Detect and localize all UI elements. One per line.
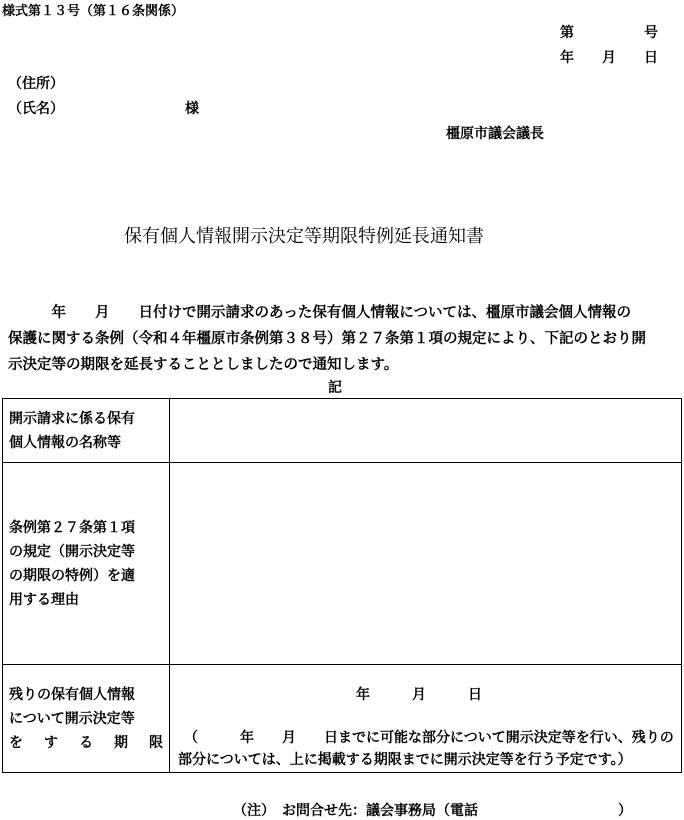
label-line: 用する理由 [9,591,79,608]
period-date-line: 年 月 日 [356,687,482,703]
label-char: を [9,734,23,751]
period-note-line: （ 年 月 日までに可能な部分について開示決定等を行い、残りの [184,730,674,746]
table-row [3,665,682,773]
value-cell-info-name [170,399,682,463]
details-table [2,398,682,773]
body-line: 示決定等の期限を延長することとしましたので通知します。 [8,357,399,373]
document-number: 第 号 [560,25,658,41]
body-line: 年 月 日付けで開示請求のあった保有個人情報については、橿原市議会個人情報の [8,305,632,321]
value-cell-remaining-period [170,665,682,773]
label-char: 期 [114,734,128,751]
honorific: 様 [185,101,199,117]
body-paragraph [8,300,682,378]
label-line: について開示決定等 [9,710,135,727]
sender-name: 橿原市議会議長 [446,126,544,142]
period-note-line: 部分については、上に掲載する期限までに開示決定等を行う予定です。） [178,752,632,768]
row-label-remaining-period [3,665,170,773]
form-number-label: 様式第１３号（第１６条関係） [2,4,185,19]
name-label: （氏名） [8,101,64,117]
body-line: 保護に関する条例（令和４年橿原市条例第３８号）第２７条第１項の規定により、下記のとおり開 [8,331,646,347]
label-line: 条例第２７条第１項 [9,519,135,536]
row-label-reason [3,463,170,665]
label-char: る [79,734,93,751]
label-char: 限 [149,734,163,751]
label-line: の規定（開示決定等 [9,543,135,560]
label-line: 残りの保有個人情報 [9,686,135,703]
contact-note: （注） お問合せ先：議会事務局（電話 ） [233,803,632,819]
table-row [3,463,682,665]
label-char: す [44,734,58,751]
address-label: （住所） [8,76,64,92]
document-title: 保有個人情報開示決定等期限特例延長通知書 [124,226,484,247]
ki-heading: 記 [328,380,342,396]
document-date: 年 月 日 [560,50,658,66]
label-line: 個人情報の名称等 [9,434,121,451]
table-row [3,399,682,463]
label-line: 開示請求に係る保有 [9,410,135,427]
row-label-info-name [3,399,170,463]
label-line [9,731,163,755]
value-cell-reason [170,463,682,665]
label-line: の期限の特例）を適 [9,567,135,584]
